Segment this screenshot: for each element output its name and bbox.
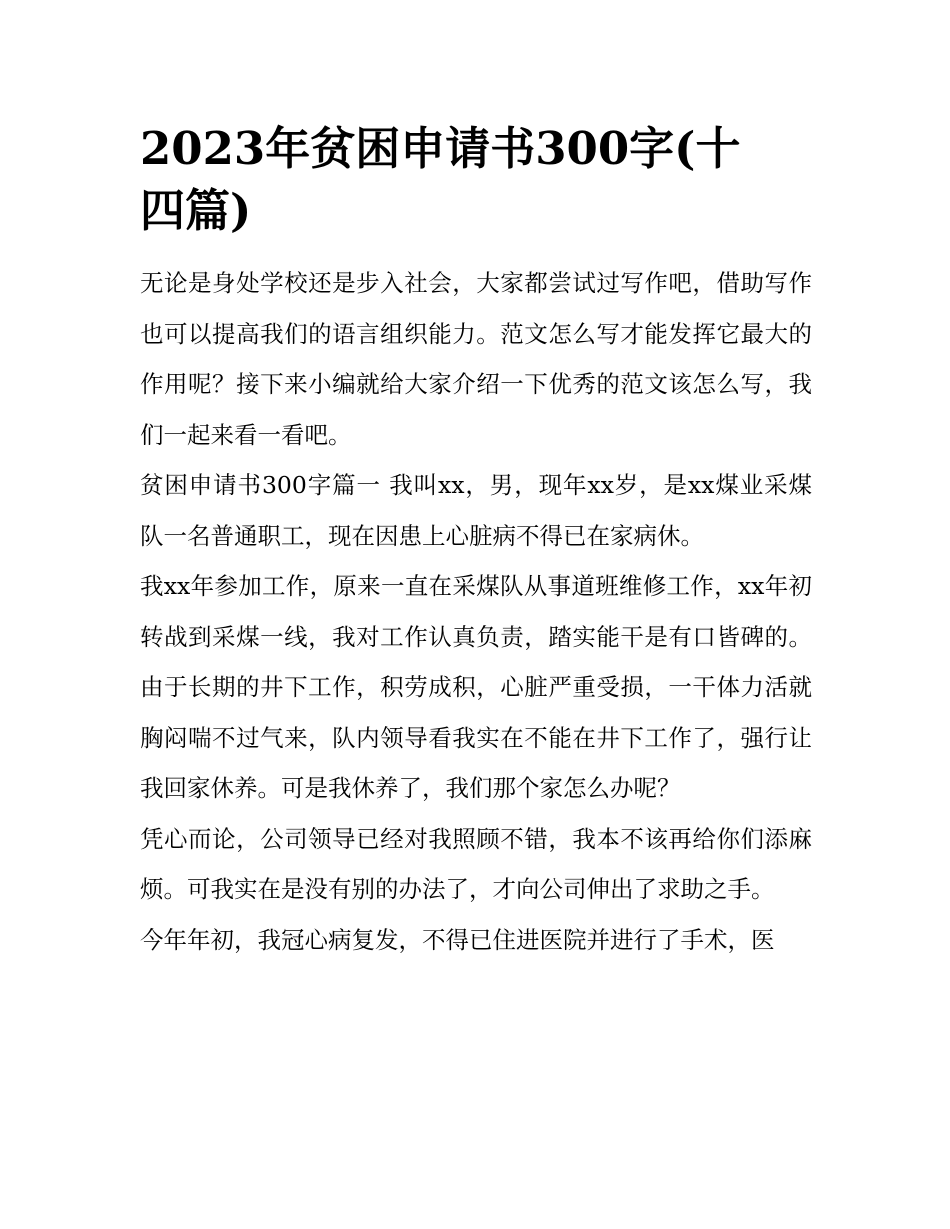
paragraph-intro: 无论是身处学校还是步入社会，大家都尝试过写作吧，借助写作也可以提高我们的语言组织能力。范文怎么写才能发挥它最大的作用呢？接下来小编就给大家介绍一下优秀的范文该怎么写，我们一起来看一看吧。: [140, 269, 812, 449]
document-title: 2023年贫困申请书300字(十四篇): [140, 122, 741, 237]
document-body: [140, 118, 812, 965]
paragraph-illness: 今年年初，我冠心病复发，不得已住进医院并进行了手术，医: [140, 925, 775, 954]
paragraph-request-reason: 凭心而论，公司领导已经对我照顾不错，我本不该再给你们添麻烦。可我实在是没有别的办法了，才向公司伸出了求助之手。: [140, 824, 812, 903]
paragraph-self-introduction: 贫困申请书300字篇一 我叫xx，男，现年xx岁，是xx煤业采煤队一名普通职工，现在因患上心脏病不得已在家病休。: [140, 471, 812, 550]
paragraph-work-history: 我xx年参加工作，原来一直在采煤队从事道班维修工作，xx年初转战到采煤一线，我对工作认真负责，踏实能干是有口皆碑的。由于长期的井下工作，积劳成积，心脏严重受损，一干体力活就胸闷喘不过气来，队内领导看我实在不能在井下工作了，强行让我回家休养。可是我休养了，我们那个家怎么办呢？: [140, 572, 812, 802]
